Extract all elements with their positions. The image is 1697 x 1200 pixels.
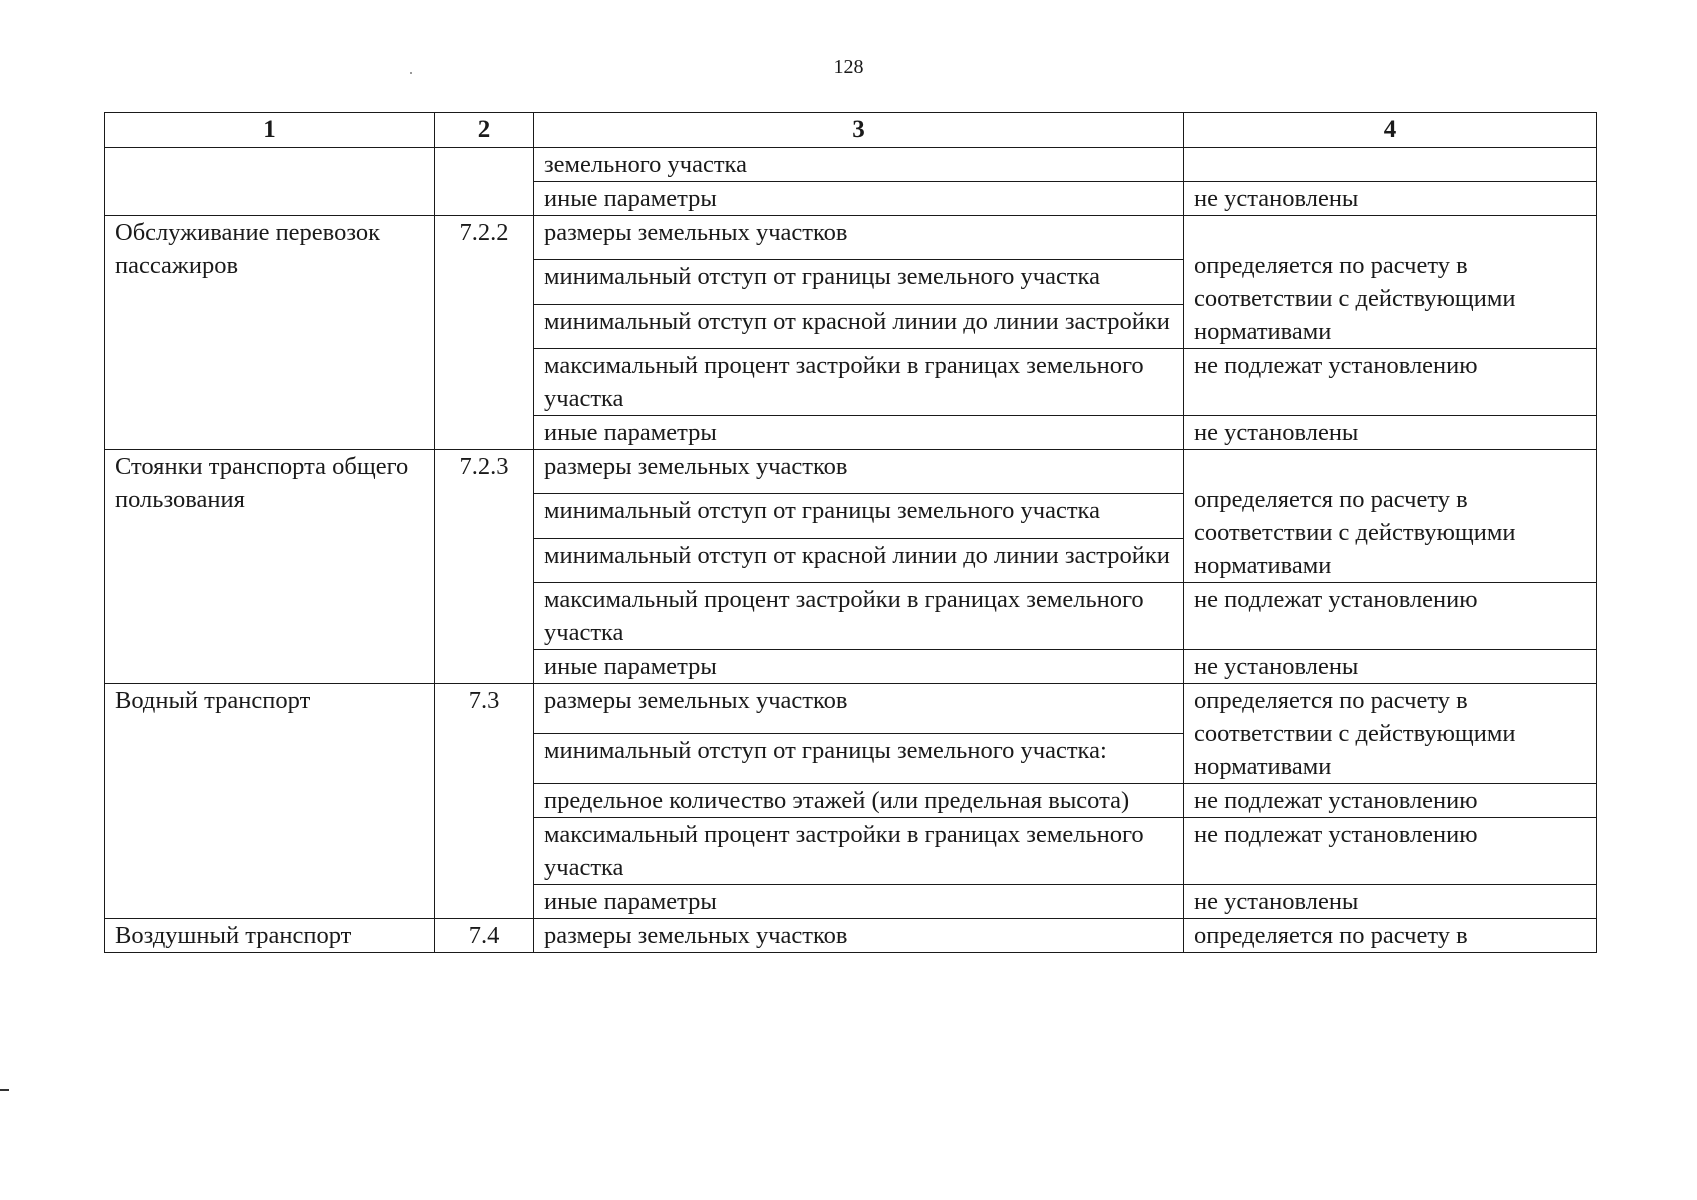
code-cell: 7.3 (435, 684, 534, 919)
value-cell: не подлежат установлению (1184, 583, 1597, 650)
param-cell: земельного участка (534, 148, 1184, 182)
value-cell (1184, 450, 1597, 583)
param-cell: предельное количество этажей (или предельная высота) (534, 784, 1184, 818)
table-row (105, 216, 1597, 260)
value-cell: не подлежат установлению (1184, 349, 1597, 416)
header-col-4: 4 (1184, 113, 1597, 148)
page-number: 128 (833, 56, 864, 78)
use-type-cell: Воздушный транспорт (105, 919, 435, 953)
header-row (105, 113, 1597, 148)
value-cell (1184, 216, 1597, 349)
use-type-cell: Обслуживание перевозок пассажиров (105, 216, 435, 450)
scan-speck (410, 72, 412, 74)
param-cell: минимальный отступ от красной линии до линии застройки (534, 304, 1184, 348)
header-col-2: 2 (435, 113, 534, 148)
code-cell (435, 148, 534, 216)
use-type-cell (105, 148, 435, 216)
param-cell: максимальный процент застройки в границах земельного участка (534, 583, 1184, 650)
table-row (105, 684, 1597, 734)
param-cell: иные параметры (534, 416, 1184, 450)
value-text: определяется по расчету в соответствии с действующими нормативами (1194, 252, 1516, 345)
param-cell: размеры земельных участков (534, 919, 1184, 953)
table-row (105, 450, 1597, 494)
param-cell: минимальный отступ от красной линии до линии застройки (534, 538, 1184, 582)
param-cell: иные параметры (534, 650, 1184, 684)
param-cell: размеры земельных участков (534, 450, 1184, 494)
use-type-cell: Водный транспорт (105, 684, 435, 919)
header-col-3: 3 (534, 113, 1184, 148)
use-type-cell: Стоянки транспорта общего пользования (105, 450, 435, 684)
param-cell: максимальный процент застройки в границах земельного участка (534, 818, 1184, 885)
value-cell: определяется по расчету в соответствии с действующими нормативами (1184, 684, 1597, 784)
code-cell: 7.2.2 (435, 216, 534, 450)
value-cell: не установлены (1184, 650, 1597, 684)
value-cell: не подлежат установлению (1184, 818, 1597, 885)
param-cell: минимальный отступ от границы земельного участка (534, 494, 1184, 538)
value-cell: не установлены (1184, 416, 1597, 450)
value-cell: не подлежат установлению (1184, 784, 1597, 818)
code-cell: 7.2.3 (435, 450, 534, 684)
param-cell: иные параметры (534, 182, 1184, 216)
param-cell: иные параметры (534, 885, 1184, 919)
value-cell: не установлены (1184, 885, 1597, 919)
code-cell: 7.4 (435, 919, 534, 953)
param-cell: размеры земельных участков (534, 684, 1184, 734)
param-cell: максимальный процент застройки в границах земельного участка (534, 349, 1184, 416)
value-cell: не установлены (1184, 182, 1597, 216)
margin-mark (0, 1089, 9, 1091)
header-col-1: 1 (105, 113, 435, 148)
param-cell: размеры земельных участков (534, 216, 1184, 260)
table-row (105, 148, 1597, 182)
table-row (105, 919, 1597, 953)
value-text: определяется по расчету в соответствии с действующими нормативами (1194, 486, 1516, 579)
param-cell: минимальный отступ от границы земельного участка (534, 260, 1184, 304)
param-cell: минимальный отступ от границы земельного участка: (534, 734, 1184, 784)
value-cell: определяется по расчету в (1184, 919, 1597, 953)
value-cell (1184, 148, 1597, 182)
parameters-table (104, 112, 1597, 953)
